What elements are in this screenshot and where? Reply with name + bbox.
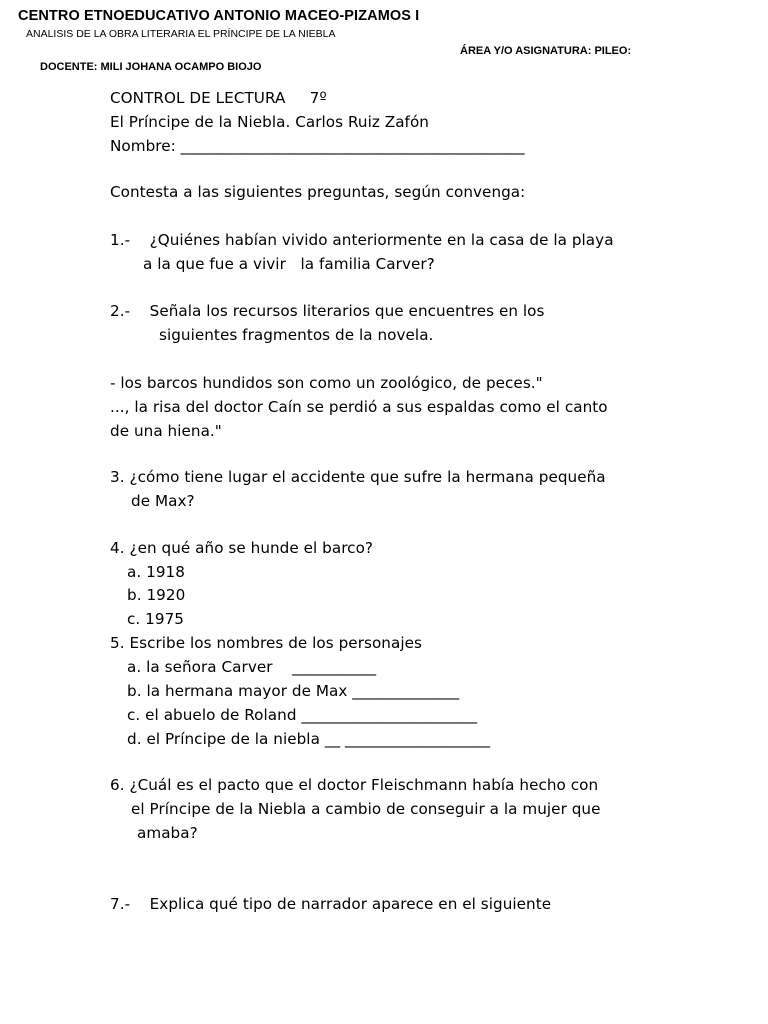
question-5-item-c: c. el abuelo de Roland _______________________	[127, 706, 478, 724]
question-4-option-a: a. 1918	[127, 563, 185, 581]
school-name: CENTRO ETNOEDUCATIVO ANTONIO MACEO-PIZAMOS I	[18, 8, 420, 24]
document-title: CONTROL DE LECTURA 7º	[110, 89, 327, 107]
fragment-1: - los barcos hundidos son como un zoológico, de peces."	[110, 374, 543, 392]
question-5-item-b: b. la hermana mayor de Max ______________	[127, 682, 460, 700]
document-subtitle: ANALISIS DE LA OBRA LITERARIA EL PRÍNCIPE DE LA NIEBLA	[26, 28, 336, 40]
question-7-line-1: 7.- Explica qué tipo de narrador aparece en el siguiente	[110, 895, 552, 913]
question-2-line-2: siguientes fragmentos de la novela.	[159, 326, 434, 344]
question-5: 5. Escribe los nombres de los personajes	[110, 634, 422, 652]
instructions: Contesta a las siguientes preguntas, según convenga:	[110, 183, 526, 201]
question-4-option-b: b. 1920	[127, 586, 186, 604]
question-1-line-1: 1.- ¿Quiénes habían vivido anteriormente en la casa de la playa	[110, 231, 614, 249]
question-3-line-1: 3. ¿cómo tiene lugar el accidente que sufre la hermana pequeña	[110, 468, 606, 486]
question-6-line-2: el Príncipe de la Niebla a cambio de conseguir a la mujer que	[131, 800, 601, 818]
fragment-2-line-2: de una hiena."	[110, 422, 222, 440]
fragment-2-line-1: ..., la risa del doctor Caín se perdió a sus espaldas como el canto	[110, 398, 608, 416]
question-4: 4. ¿en qué año se hunde el barco?	[110, 539, 374, 557]
question-1-line-2: a la que fue a vivir la familia Carver?	[143, 255, 435, 273]
question-3-line-2: de Max?	[131, 492, 195, 510]
student-name-field: Nombre: _____________________________________________	[110, 137, 525, 155]
teacher-name: DOCENTE: MILI JOHANA OCAMPO BIOJO	[40, 61, 262, 73]
question-5-item-a: a. la señora Carver ___________	[127, 658, 377, 676]
question-2-line-1: 2.- Señala los recursos literarios que encuentres en los	[110, 302, 545, 320]
question-6-line-1: 6. ¿Cuál es el pacto que el doctor Fleischmann había hecho con	[110, 776, 599, 794]
question-5-item-d: d. el Príncipe de la niebla __ ___________________	[127, 730, 491, 748]
subject-area: ÁREA Y/O ASIGNATURA: PILEO:	[460, 45, 632, 57]
question-4-option-c: c. 1975	[127, 610, 185, 628]
book-title: El Príncipe de la Niebla. Carlos Ruiz Zafón	[110, 113, 429, 131]
question-6-line-3: amaba?	[137, 824, 198, 842]
